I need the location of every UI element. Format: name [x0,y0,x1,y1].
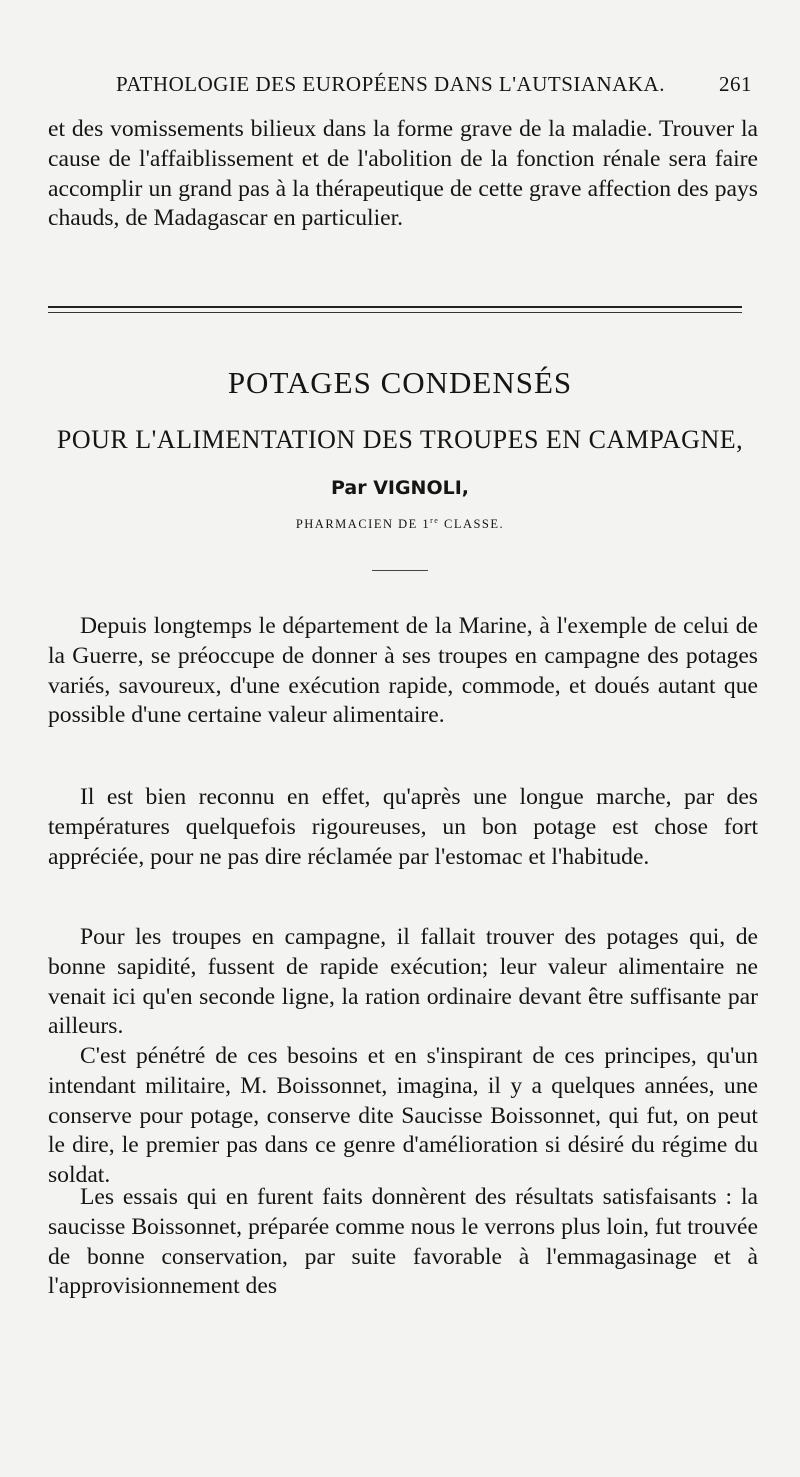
short-divider [372,570,428,571]
article-title: POTAGES CONDENSÉS [227,365,573,400]
affiliation-text-end: CLASSE. [439,517,505,532]
paragraph: Il est bien reconnu en effet, qu'après une longue marche, par des températures quelquefois rigoureuses, un bon potage est chose fort appréciée, pour ne pas dire réclamée par l'estomac et l'habitude. [48,784,758,870]
page-number: 261 [719,72,752,96]
paragraph: Les essais qui en furent faits donnèrent des résultats satisfaisants : la saucisse Boissonnet, préparée comme nous le verrons plus loin, fut trouvée de bonne conservation, par suite favorable à l'emmagasinage et à l'approvisionnement des [48,1184,758,1300]
paragraph: Depuis longtemps le département de la Marine, à l'exemple de celui de la Guerre, se préoccupe de donner à ses troupes en campagne des potages variés, savoureux, d'une exécution rapide, commode, et doués autant que possible d'une certaine valeur alimentaire. [48,613,758,729]
section-divider-thin [48,312,742,313]
article-author: Par VIGNOLI, [330,477,470,499]
section-divider-thick [48,306,742,308]
affiliation-text: PHARMACIEN DE 1 [295,517,431,532]
paragraph: Pour les troupes en campagne, il fallait trouver des potages qui, de bonne sapidité, fussent de rapide exécution; leur valeur alimentaire ne venait ici qu'en seconde ligne, la ration ordinaire devant être suffisante par ailleurs. [48,924,758,1040]
running-header [116,72,752,97]
affiliation-superscript: re [430,516,440,525]
paragraph: C'est pénétré de ces besoins et en s'inspirant de ces principes, qu'un intendant militaire, M. Boissonnet, imagina, il y a quelques années, une conserve pour potage, conserve dite Saucisse Boissonnet, qui fut, on peut le dire, le premier pas dans ce genre d'amélioration si désiré du régime du soldat. [48,1043,758,1189]
author-affiliation [0,516,800,532]
article-subtitle: POUR L'ALIMENTATION DES TROUPES EN CAMPAGNE, [56,425,744,454]
running-title: PATHOLOGIE DES EUROPÉENS DANS L'AUTSIANAKA. [116,72,665,96]
previous-article-ending: et des vomissements bilieux dans la forme grave de la maladie. Trouver la cause de l'affaiblissement et de l'abolition de la fonction rénale sera faire accomplir un grand pas à la thérapeutique de cette grave affection des pays chauds, de Madagascar en particulier. [48,116,758,232]
